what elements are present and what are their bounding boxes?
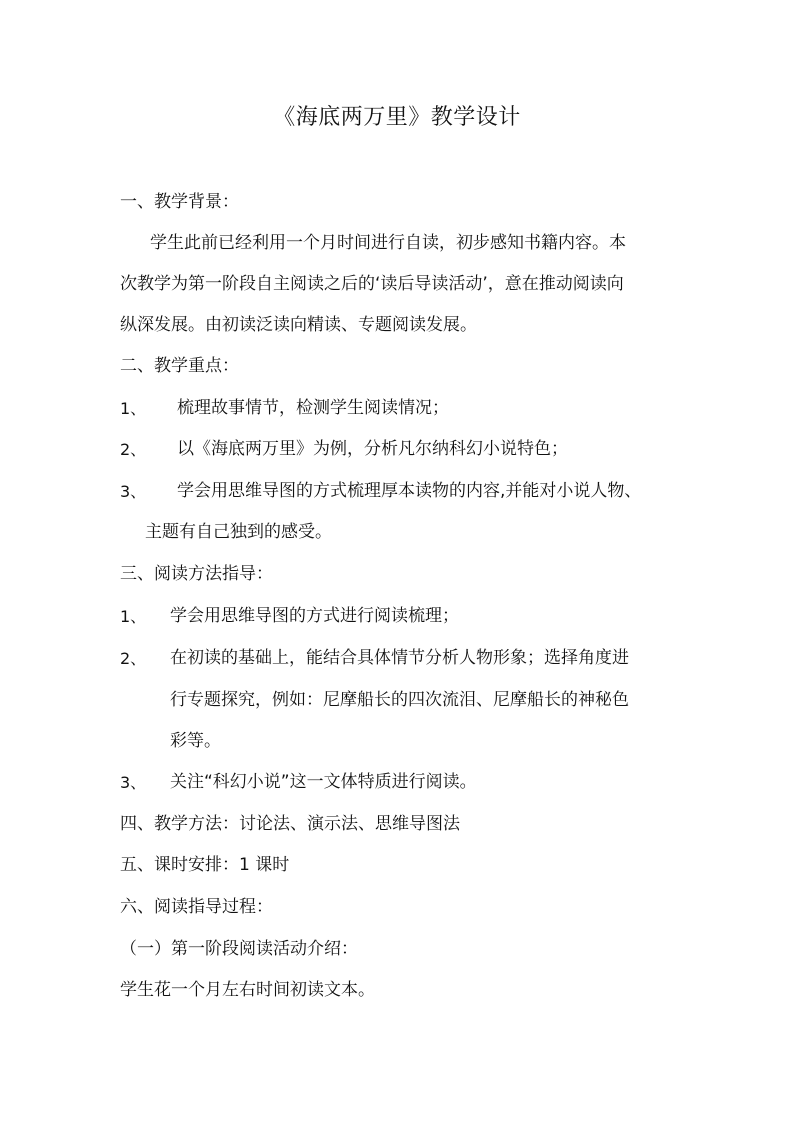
list-number: 2、 xyxy=(120,649,147,668)
section-heading-process: 六、阅读指导过程： xyxy=(120,897,273,917)
section-heading-schedule: 五、课时安排：1 课时 xyxy=(120,855,290,875)
list-item-continuation: 彩等。 xyxy=(170,731,221,751)
list-number: 3、 xyxy=(120,482,147,501)
list-item-text: 以《海底两万里》为例，分析凡尔纳科幻小说特色； xyxy=(177,439,568,459)
list-number: 1、 xyxy=(120,399,147,418)
list-item-text: 学会用思维导图的方式进行阅读梳理； xyxy=(170,606,459,626)
paragraph-line: 次教学为第一阶段自主阅读之后的‘读后导读活动’，意在推动阅读向 xyxy=(120,274,624,294)
sub-heading: （一）第一阶段阅读活动介绍： xyxy=(120,939,358,959)
list-number: 2、 xyxy=(120,440,147,459)
section-heading-teaching-methods: 四、教学方法：讨论法、演示法、思维导图法 xyxy=(120,814,460,834)
section-heading-reading-methods: 三、阅读方法指导： xyxy=(120,564,273,584)
section-heading-key-points: 二、教学重点： xyxy=(120,356,239,376)
list-item-continuation: 行专题探究，例如：尼摩船长的四次流泪、尼摩船长的神秘色 xyxy=(170,690,629,710)
section-heading-background: 一、教学背景： xyxy=(120,192,239,212)
document-title: 《海底两万里》教学设计 xyxy=(273,105,521,130)
paragraph-line: 纵深发展。由初读泛读向精读、专题阅读发展。 xyxy=(120,315,477,335)
list-item-text: 学会用思维导图的方式梳理厚本读物的内容,并能对小说人物、 xyxy=(177,481,642,501)
list-item-continuation: 主题有自己独到的感受。 xyxy=(145,522,332,542)
list-number: 1、 xyxy=(120,607,147,626)
list-item-text: 梳理故事情节，检测学生阅读情况； xyxy=(177,398,449,418)
list-item-text: 关注“科幻小说”这一文体特质进行阅读。 xyxy=(170,772,477,792)
list-item-text: 在初读的基础上，能结合具体情节分析人物形象；选择角度进 xyxy=(170,648,629,668)
paragraph-line: 学生此前已经利用一个月时间进行自读，初步感知书籍内容。本 xyxy=(150,233,626,253)
list-number: 3、 xyxy=(120,773,147,792)
paragraph-line: 学生花一个月左右时间初读文本。 xyxy=(120,980,375,1000)
